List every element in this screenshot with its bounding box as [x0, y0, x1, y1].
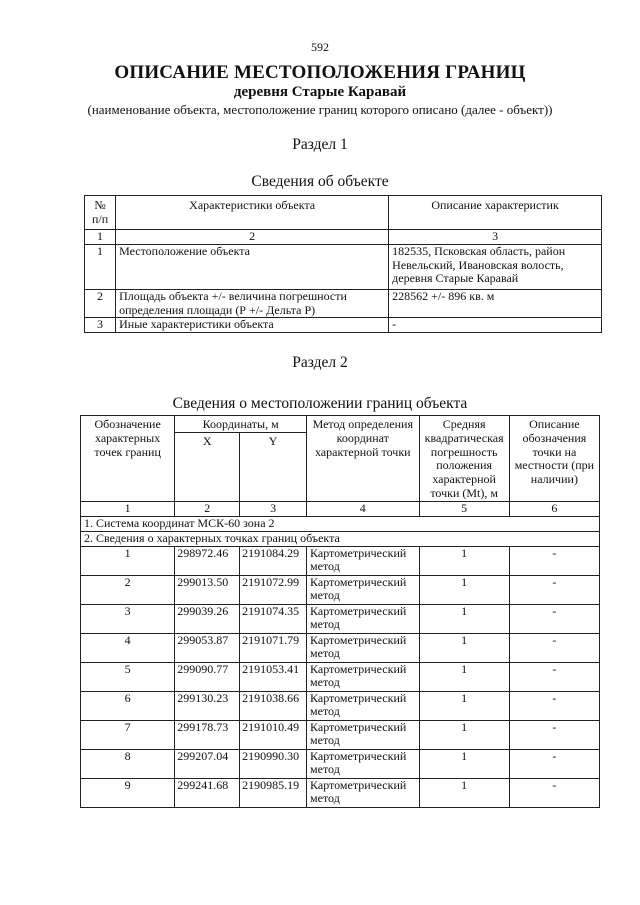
point-error: 1 [419, 575, 509, 604]
object-info-table [84, 195, 602, 333]
point-method: Картометрический метод [307, 546, 420, 575]
point-y: 2190990.30 [240, 749, 307, 778]
points-section-row [81, 531, 600, 546]
point-method: Картометрический метод [307, 662, 420, 691]
table-row [81, 720, 600, 749]
column-numbers-row [81, 501, 600, 516]
row-number: 1 [85, 244, 116, 289]
table-row [81, 749, 600, 778]
document-title: ОПИСАНИЕ МЕСТОПОЛОЖЕНИЯ ГРАНИЦ [114, 62, 526, 83]
header-number: № п/п [85, 196, 116, 230]
point-description: - [509, 691, 599, 720]
point-error: 1 [419, 720, 509, 749]
table-row [81, 778, 600, 807]
header-x: X [175, 432, 240, 501]
section1-subtitle: Сведения об объекте [251, 173, 389, 190]
point-method: Картометрический метод [307, 720, 420, 749]
column-numbers-row [85, 230, 602, 245]
point-x: 299090.77 [175, 662, 240, 691]
table-row [81, 546, 600, 575]
col-number: 1 [85, 230, 116, 245]
point-x: 299053.87 [175, 633, 240, 662]
point-number: 1 [81, 546, 175, 575]
point-number: 2 [81, 575, 175, 604]
point-y: 2191072.99 [240, 575, 307, 604]
document-subtitle: деревня Старые Каравай [233, 84, 407, 100]
point-description: - [509, 546, 599, 575]
coordinate-system-row [81, 516, 600, 531]
point-description: - [509, 749, 599, 778]
point-description: - [509, 604, 599, 633]
col-number: 3 [240, 501, 307, 516]
point-method: Картометрический метод [307, 633, 420, 662]
point-error: 1 [419, 633, 509, 662]
point-error: 1 [419, 546, 509, 575]
section1-title: Раздел 1 [292, 136, 348, 153]
point-y: 2190985.19 [240, 778, 307, 807]
point-error: 1 [419, 778, 509, 807]
point-error: 1 [419, 604, 509, 633]
table-row [81, 633, 600, 662]
points-section-title: 2. Сведения о характерных точках границ объекта [81, 531, 600, 546]
col-number: 4 [307, 501, 420, 516]
page-number: 592 [311, 40, 329, 54]
point-method: Картометрический метод [307, 778, 420, 807]
boundary-points-table [80, 415, 600, 808]
row-value: 182535, Псковская область, район Невельский, Ивановская волость, деревня Старые Каравай [389, 244, 602, 289]
col-number: 6 [509, 501, 599, 516]
point-description: - [509, 633, 599, 662]
header-y: Y [240, 432, 307, 501]
header-point-description: Описание обозначения точки на местности (при наличии) [509, 416, 599, 502]
table-row [85, 289, 602, 318]
table-row [81, 691, 600, 720]
col-number: 3 [389, 230, 602, 245]
point-description: - [509, 720, 599, 749]
point-error: 1 [419, 662, 509, 691]
point-x: 299178.73 [175, 720, 240, 749]
point-x: 299207.04 [175, 749, 240, 778]
point-y: 2191038.66 [240, 691, 307, 720]
col-number: 1 [81, 501, 175, 516]
point-number: 4 [81, 633, 175, 662]
header-description: Описание характеристик [389, 196, 602, 230]
table-row [85, 244, 602, 289]
point-x: 299013.50 [175, 575, 240, 604]
point-number: 5 [81, 662, 175, 691]
col-number: 2 [175, 501, 240, 516]
point-error: 1 [419, 691, 509, 720]
header-coordinates: Координаты, м [175, 416, 307, 433]
table-row [81, 604, 600, 633]
point-y: 2191053.41 [240, 662, 307, 691]
point-x: 298972.46 [175, 546, 240, 575]
point-method: Картометрический метод [307, 575, 420, 604]
point-description: - [509, 575, 599, 604]
point-description: - [509, 778, 599, 807]
point-number: 6 [81, 691, 175, 720]
point-x: 299241.68 [175, 778, 240, 807]
row-name: Местоположение объекта [116, 244, 389, 289]
point-description: - [509, 662, 599, 691]
section2-title: Раздел 2 [292, 354, 348, 371]
row-name: Иные характеристики объекта [116, 318, 389, 333]
document-note: (наименование объекта, местоположение границ которого описано (далее - объект)) [87, 102, 553, 117]
table-header-row [85, 196, 602, 230]
point-y: 2191071.79 [240, 633, 307, 662]
table-row [81, 662, 600, 691]
point-x: 299130.23 [175, 691, 240, 720]
row-name: Площадь объекта +/- величина погрешности определения площади (Р +/- Дельта Р) [116, 289, 389, 318]
coordinate-system: 1. Система координат МСК-60 зона 2 [81, 516, 600, 531]
point-y: 2191074.35 [240, 604, 307, 633]
point-method: Картометрический метод [307, 604, 420, 633]
row-value: 228562 +/- 896 кв. м [389, 289, 602, 318]
point-error: 1 [419, 749, 509, 778]
table-row [85, 318, 602, 333]
table-row [81, 575, 600, 604]
row-number: 2 [85, 289, 116, 318]
point-number: 8 [81, 749, 175, 778]
row-number: 3 [85, 318, 116, 333]
point-y: 2191084.29 [240, 546, 307, 575]
point-method: Картометрический метод [307, 749, 420, 778]
row-value: - [389, 318, 602, 333]
point-number: 9 [81, 778, 175, 807]
point-y: 2191010.49 [240, 720, 307, 749]
point-x: 299039.26 [175, 604, 240, 633]
col-number: 5 [419, 501, 509, 516]
point-number: 3 [81, 604, 175, 633]
col-number: 2 [116, 230, 389, 245]
point-method: Картометрический метод [307, 691, 420, 720]
section2-subtitle: Сведения о местоположении границ объекта [172, 395, 468, 412]
header-points: Обозначение характерных точек границ [81, 416, 175, 502]
table-header-row [81, 416, 600, 433]
header-error: Средняя квадратическая погрешность положения характерной точки (Mt), м [419, 416, 509, 502]
point-number: 7 [81, 720, 175, 749]
header-method: Метод определения координат характерной точки [307, 416, 420, 502]
header-characteristics: Характеристики объекта [116, 196, 389, 230]
